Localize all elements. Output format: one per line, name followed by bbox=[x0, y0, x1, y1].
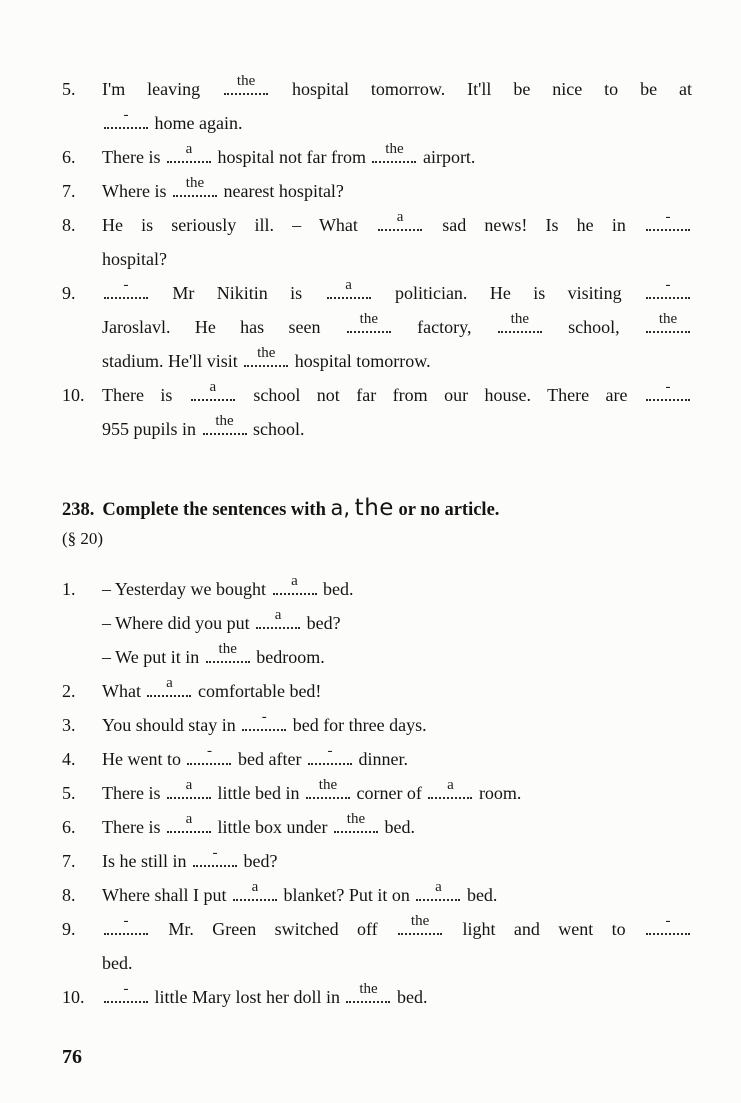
answer-blank bbox=[242, 709, 286, 731]
handwritten-answer: the bbox=[318, 777, 338, 793]
answer-blank bbox=[104, 913, 148, 935]
sentence-line: Where is the nearest hospital? bbox=[102, 175, 344, 201]
handwritten-answer: the bbox=[510, 311, 529, 327]
answer-blank bbox=[104, 981, 148, 1003]
item-text bbox=[102, 276, 692, 378]
exercise-item bbox=[62, 72, 692, 140]
answer-blank bbox=[104, 277, 148, 299]
answer-blank bbox=[256, 607, 300, 629]
item-text bbox=[102, 776, 692, 810]
sentence-line: bed. bbox=[102, 953, 133, 973]
exercise-item bbox=[62, 810, 692, 844]
answer-blank bbox=[104, 107, 148, 129]
item-text bbox=[102, 72, 692, 140]
item-number: 9. bbox=[62, 919, 76, 939]
handwritten-answer: - bbox=[665, 379, 671, 395]
sentence-line: - Mr. Green switched off the light and went to - bbox=[102, 912, 692, 946]
heading-text-1: Complete the sentences with bbox=[102, 500, 326, 520]
answer-blank bbox=[646, 277, 690, 299]
sentence-line: He went to - bed after - dinner. bbox=[102, 743, 408, 769]
handwritten-answer: - bbox=[206, 743, 212, 759]
handwritten-answer: the bbox=[185, 175, 205, 191]
answer-blank bbox=[244, 345, 288, 367]
item-number: 7. bbox=[62, 851, 76, 871]
handwritten-answer: the bbox=[236, 73, 256, 89]
item-text bbox=[102, 912, 692, 980]
handwritten-answer: the bbox=[257, 345, 276, 361]
exercise-237-items bbox=[62, 72, 692, 446]
answer-blank bbox=[173, 175, 217, 197]
handwritten-answer: a bbox=[345, 277, 352, 293]
item-number: 7. bbox=[62, 181, 76, 201]
handwritten-answer: - bbox=[665, 913, 671, 929]
answer-blank bbox=[378, 209, 422, 231]
sentence-line: – We put it in the bedroom. bbox=[102, 641, 325, 667]
sentence-line: - home again. bbox=[102, 106, 692, 140]
item-text bbox=[102, 208, 692, 276]
handwritten-answer: the bbox=[215, 413, 234, 429]
sentence-line: Is he still in - bed? bbox=[102, 845, 278, 871]
answer-blank bbox=[646, 913, 690, 935]
handwritten-answer: - bbox=[123, 913, 129, 929]
sentence-line: stadium. He'll visit the hospital tomorrow. bbox=[102, 345, 431, 371]
answer-blank bbox=[224, 73, 268, 95]
answer-blank bbox=[308, 743, 352, 765]
sentence-line: There is a little bed in the corner of a room. bbox=[102, 777, 522, 803]
sentence-line: - Mr Nikitin is a politician. He is visiting - bbox=[102, 276, 692, 310]
exercise-item bbox=[62, 208, 692, 276]
heading-article-a: a, bbox=[330, 496, 351, 520]
answer-blank bbox=[346, 981, 390, 1003]
exercise-heading bbox=[62, 492, 692, 526]
handwritten-answer: the bbox=[410, 913, 430, 929]
item-text bbox=[102, 674, 692, 708]
answer-blank bbox=[327, 277, 371, 299]
exercise-item bbox=[62, 742, 692, 776]
handwritten-answer: - bbox=[123, 981, 129, 997]
handwritten-answer: - bbox=[327, 743, 333, 759]
handwritten-answer: - bbox=[123, 277, 129, 293]
item-number: 8. bbox=[62, 885, 76, 905]
answer-blank bbox=[167, 777, 211, 799]
sentence-line: He is seriously ill. – What a sad news! Is he in - bbox=[102, 208, 692, 242]
exercise-item bbox=[62, 776, 692, 810]
handwritten-answer: a bbox=[209, 379, 217, 395]
answer-blank bbox=[646, 209, 690, 231]
item-text bbox=[102, 980, 692, 1014]
answer-blank bbox=[191, 379, 235, 401]
answer-blank bbox=[416, 879, 460, 901]
handwritten-answer: a bbox=[435, 879, 442, 895]
item-number: 5. bbox=[62, 783, 76, 803]
sentence-line: What a comfortable bed! bbox=[102, 675, 322, 701]
sentence-line: There is a little box under the bed. bbox=[102, 811, 415, 837]
item-text bbox=[102, 810, 692, 844]
handwritten-answer: the bbox=[346, 811, 366, 827]
handwritten-answer: - bbox=[123, 107, 129, 123]
answer-blank bbox=[273, 573, 317, 595]
item-text bbox=[102, 174, 692, 208]
handwritten-answer: the bbox=[218, 641, 237, 657]
handwritten-answer: a bbox=[251, 879, 259, 895]
item-text bbox=[102, 708, 692, 742]
exercise-item bbox=[62, 572, 692, 674]
handwritten-answer: a bbox=[291, 573, 298, 589]
item-number: 8. bbox=[62, 215, 76, 235]
answer-blank bbox=[372, 141, 416, 163]
item-number: 5. bbox=[62, 79, 76, 99]
item-text bbox=[102, 742, 692, 776]
section-reference: (§ 20) bbox=[62, 529, 104, 548]
item-number: 6. bbox=[62, 817, 76, 837]
heading-text-2: or no article. bbox=[398, 500, 500, 520]
answer-blank bbox=[334, 811, 378, 833]
answer-blank bbox=[347, 311, 391, 333]
sentence-line: hospital? bbox=[102, 249, 167, 269]
exercise-item bbox=[62, 174, 692, 208]
answer-blank bbox=[167, 141, 211, 163]
exercise-item bbox=[62, 878, 692, 912]
handwritten-answer: a bbox=[185, 777, 193, 793]
answer-blank bbox=[206, 641, 250, 663]
item-number: 6. bbox=[62, 147, 76, 167]
exercise-item bbox=[62, 378, 692, 446]
answer-blank bbox=[187, 743, 231, 765]
answer-blank bbox=[203, 413, 247, 435]
item-number: 4. bbox=[62, 749, 76, 769]
handwritten-answer: the bbox=[359, 311, 378, 327]
sentence-line: Jaroslavl. He has seen the factory, the school, the bbox=[102, 310, 692, 344]
exercise-238-items bbox=[62, 572, 692, 1014]
answer-blank bbox=[193, 845, 237, 867]
item-number: 3. bbox=[62, 715, 76, 735]
exercise-item bbox=[62, 912, 692, 980]
handwritten-answer: a bbox=[166, 675, 173, 691]
item-number: 10. bbox=[62, 385, 85, 405]
answer-blank bbox=[306, 777, 350, 799]
sentence-line: – Yesterday we bought a bed. bbox=[102, 573, 354, 599]
exercise-item bbox=[62, 140, 692, 174]
sentence-line: I'm leaving the hospital tomorrow. It'll be nice to be at bbox=[102, 73, 692, 99]
answer-blank bbox=[646, 379, 690, 401]
page-number: 76 bbox=[62, 1046, 82, 1068]
sentence-line: - little Mary lost her doll in the bed. bbox=[102, 980, 692, 1014]
exercise-item bbox=[62, 674, 692, 708]
exercise-item bbox=[62, 708, 692, 742]
sentence-line: There is a school not far from our house. There are - bbox=[102, 378, 692, 412]
page-content bbox=[62, 72, 692, 1014]
sentence-line: 955 pupils in the school. bbox=[102, 413, 305, 439]
item-number: 2. bbox=[62, 681, 76, 701]
handwritten-answer: a bbox=[447, 777, 454, 793]
handwritten-answer: the bbox=[359, 981, 378, 997]
sentence-line: You should stay in - bed for three days. bbox=[102, 709, 427, 735]
item-text bbox=[102, 878, 692, 912]
heading-article-the: the bbox=[354, 495, 394, 521]
answer-blank bbox=[646, 311, 690, 333]
answer-blank bbox=[233, 879, 277, 901]
item-number: 10. bbox=[62, 987, 85, 1007]
handwritten-answer: - bbox=[665, 209, 671, 225]
item-text bbox=[102, 844, 692, 878]
handwritten-answer: the bbox=[658, 311, 678, 327]
handwritten-answer: - bbox=[261, 709, 267, 725]
handwritten-answer: a bbox=[185, 141, 193, 157]
handwritten-answer: a bbox=[274, 607, 282, 623]
item-number: 9. bbox=[62, 283, 76, 303]
handwritten-answer: a bbox=[185, 811, 193, 827]
sentence-line: Where shall I put a blanket? Put it on a bed. bbox=[102, 879, 498, 905]
handwritten-answer: the bbox=[385, 141, 404, 157]
sentence-line: – Where did you put a bed? bbox=[102, 607, 341, 633]
item-number: 1. bbox=[62, 579, 76, 599]
exercise-item bbox=[62, 844, 692, 878]
answer-blank bbox=[498, 311, 542, 333]
answer-blank bbox=[428, 777, 472, 799]
exercise-item bbox=[62, 980, 692, 1014]
handwritten-answer: a bbox=[396, 209, 404, 225]
handwritten-answer: - bbox=[212, 845, 218, 861]
answer-blank bbox=[147, 675, 191, 697]
answer-blank bbox=[167, 811, 211, 833]
sentence-line: There is a hospital not far from the airport. bbox=[102, 141, 476, 167]
exercise-item bbox=[62, 276, 692, 378]
item-text bbox=[102, 572, 692, 674]
item-text bbox=[102, 378, 692, 446]
handwritten-answer: - bbox=[665, 277, 671, 293]
exercise-number: 238. bbox=[62, 500, 95, 520]
answer-blank bbox=[398, 913, 442, 935]
item-text bbox=[102, 140, 692, 174]
